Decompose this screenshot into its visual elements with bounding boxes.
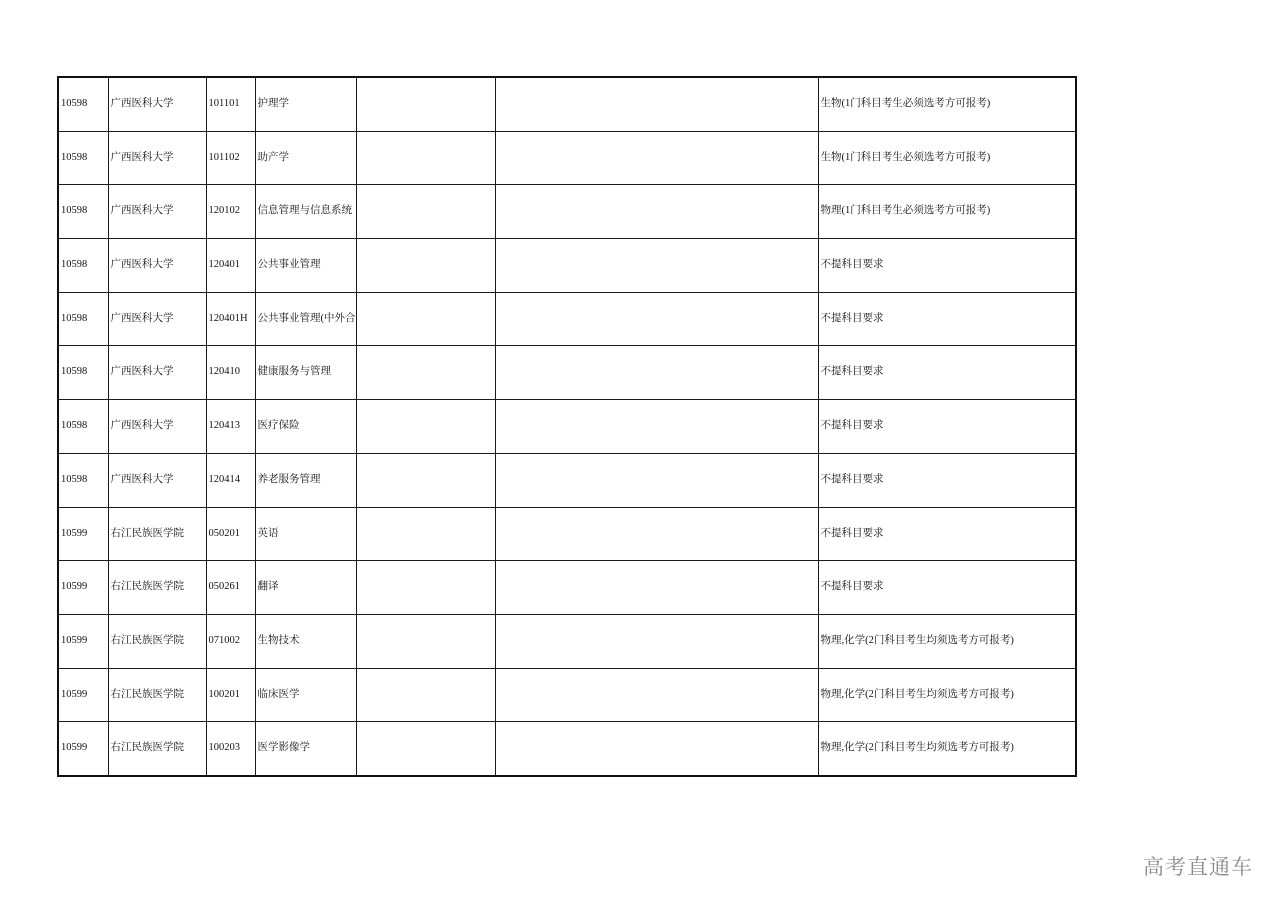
empty-cell bbox=[495, 400, 818, 454]
school-code-cell: 10598 bbox=[58, 400, 108, 454]
empty-cell bbox=[495, 668, 818, 722]
subject-requirement-cell: 不提科目要求 bbox=[818, 507, 1076, 561]
major-code-cell: 120102 bbox=[206, 185, 255, 239]
empty-cell bbox=[495, 453, 818, 507]
school-name-cell: 广西医科大学 bbox=[108, 185, 206, 239]
empty-cell bbox=[495, 131, 818, 185]
subject-requirement-cell: 不提科目要求 bbox=[818, 453, 1076, 507]
subject-requirement-cell: 不提科目要求 bbox=[818, 561, 1076, 615]
table-row bbox=[58, 614, 1076, 668]
major-code-cell: 120401 bbox=[206, 239, 255, 293]
major-code-cell: 120413 bbox=[206, 400, 255, 454]
school-name-cell: 右江民族医学院 bbox=[108, 668, 206, 722]
table-row bbox=[58, 185, 1076, 239]
empty-cell bbox=[495, 722, 818, 776]
school-name-cell: 右江民族医学院 bbox=[108, 722, 206, 776]
major-code-cell: 120401H bbox=[206, 292, 255, 346]
subject-requirement-cell: 不提科目要求 bbox=[818, 346, 1076, 400]
subject-requirements-table bbox=[57, 76, 1077, 777]
school-code-cell: 10599 bbox=[58, 668, 108, 722]
empty-cell bbox=[495, 292, 818, 346]
table-row bbox=[58, 453, 1076, 507]
major-name-cell: 生物技术 bbox=[255, 614, 356, 668]
major-code-cell: 101101 bbox=[206, 77, 255, 131]
school-name-cell: 广西医科大学 bbox=[108, 400, 206, 454]
empty-cell bbox=[356, 722, 495, 776]
school-code-cell: 10598 bbox=[58, 453, 108, 507]
major-name-cell: 护理学 bbox=[255, 77, 356, 131]
table-row bbox=[58, 292, 1076, 346]
school-name-cell: 广西医科大学 bbox=[108, 346, 206, 400]
major-code-cell: 050201 bbox=[206, 507, 255, 561]
subject-requirement-cell: 物理,化学(2门科目考生均须选考方可报考) bbox=[818, 614, 1076, 668]
empty-cell bbox=[356, 561, 495, 615]
empty-cell bbox=[356, 185, 495, 239]
empty-cell bbox=[356, 668, 495, 722]
major-name-cell: 信息管理与信息系统 bbox=[255, 185, 356, 239]
table-row bbox=[58, 346, 1076, 400]
school-code-cell: 10598 bbox=[58, 292, 108, 346]
table-row bbox=[58, 400, 1076, 454]
major-name-cell: 养老服务管理 bbox=[255, 453, 356, 507]
major-name-cell: 翻译 bbox=[255, 561, 356, 615]
table-row bbox=[58, 131, 1076, 185]
school-code-cell: 10599 bbox=[58, 561, 108, 615]
subject-requirement-cell: 物理(1门科目考生必须选考方可报考) bbox=[818, 185, 1076, 239]
major-name-cell: 健康服务与管理 bbox=[255, 346, 356, 400]
table-row bbox=[58, 561, 1076, 615]
school-name-cell: 右江民族医学院 bbox=[108, 507, 206, 561]
school-code-cell: 10598 bbox=[58, 346, 108, 400]
table-body bbox=[58, 77, 1076, 776]
subject-requirement-cell: 不提科目要求 bbox=[818, 400, 1076, 454]
subject-requirement-cell: 生物(1门科目考生必须选考方可报考) bbox=[818, 131, 1076, 185]
empty-cell bbox=[356, 507, 495, 561]
empty-cell bbox=[356, 292, 495, 346]
school-code-cell: 10598 bbox=[58, 185, 108, 239]
major-code-cell: 100201 bbox=[206, 668, 255, 722]
school-code-cell: 10598 bbox=[58, 239, 108, 293]
school-code-cell: 10599 bbox=[58, 614, 108, 668]
school-name-cell: 右江民族医学院 bbox=[108, 614, 206, 668]
major-name-cell: 医疗保险 bbox=[255, 400, 356, 454]
subject-requirement-cell: 物理,化学(2门科目考生均须选考方可报考) bbox=[818, 722, 1076, 776]
subject-requirement-cell: 不提科目要求 bbox=[818, 292, 1076, 346]
table-row bbox=[58, 722, 1076, 776]
empty-cell bbox=[356, 346, 495, 400]
empty-cell bbox=[495, 507, 818, 561]
school-name-cell: 广西医科大学 bbox=[108, 131, 206, 185]
empty-cell bbox=[495, 561, 818, 615]
table-row bbox=[58, 668, 1076, 722]
major-code-cell: 100203 bbox=[206, 722, 255, 776]
empty-cell bbox=[495, 77, 818, 131]
major-name-cell: 公共事业管理 bbox=[255, 239, 356, 293]
empty-cell bbox=[495, 346, 818, 400]
major-code-cell: 120414 bbox=[206, 453, 255, 507]
major-name-cell: 助产学 bbox=[255, 131, 356, 185]
empty-cell bbox=[356, 453, 495, 507]
subject-requirement-cell: 不提科目要求 bbox=[818, 239, 1076, 293]
empty-cell bbox=[356, 400, 495, 454]
empty-cell bbox=[356, 614, 495, 668]
school-code-cell: 10598 bbox=[58, 77, 108, 131]
empty-cell bbox=[356, 77, 495, 131]
table-row bbox=[58, 77, 1076, 131]
school-name-cell: 右江民族医学院 bbox=[108, 561, 206, 615]
school-name-cell: 广西医科大学 bbox=[108, 239, 206, 293]
major-code-cell: 071002 bbox=[206, 614, 255, 668]
empty-cell bbox=[495, 185, 818, 239]
school-code-cell: 10599 bbox=[58, 722, 108, 776]
table-row bbox=[58, 507, 1076, 561]
school-code-cell: 10599 bbox=[58, 507, 108, 561]
school-name-cell: 广西医科大学 bbox=[108, 453, 206, 507]
major-code-cell: 120410 bbox=[206, 346, 255, 400]
major-name-cell: 公共事业管理(中外合 bbox=[255, 292, 356, 346]
table-row bbox=[58, 239, 1076, 293]
school-name-cell: 广西医科大学 bbox=[108, 77, 206, 131]
empty-cell bbox=[356, 239, 495, 293]
empty-cell bbox=[495, 239, 818, 293]
subject-requirement-cell: 生物(1门科目考生必须选考方可报考) bbox=[818, 77, 1076, 131]
major-name-cell: 医学影像学 bbox=[255, 722, 356, 776]
empty-cell bbox=[495, 614, 818, 668]
subject-requirement-cell: 物理,化学(2门科目考生均须选考方可报考) bbox=[818, 668, 1076, 722]
school-name-cell: 广西医科大学 bbox=[108, 292, 206, 346]
major-code-cell: 101102 bbox=[206, 131, 255, 185]
major-name-cell: 临床医学 bbox=[255, 668, 356, 722]
major-code-cell: 050261 bbox=[206, 561, 255, 615]
major-name-cell: 英语 bbox=[255, 507, 356, 561]
school-code-cell: 10598 bbox=[58, 131, 108, 185]
watermark-text: 高考直通车 bbox=[1143, 855, 1253, 879]
empty-cell bbox=[356, 131, 495, 185]
